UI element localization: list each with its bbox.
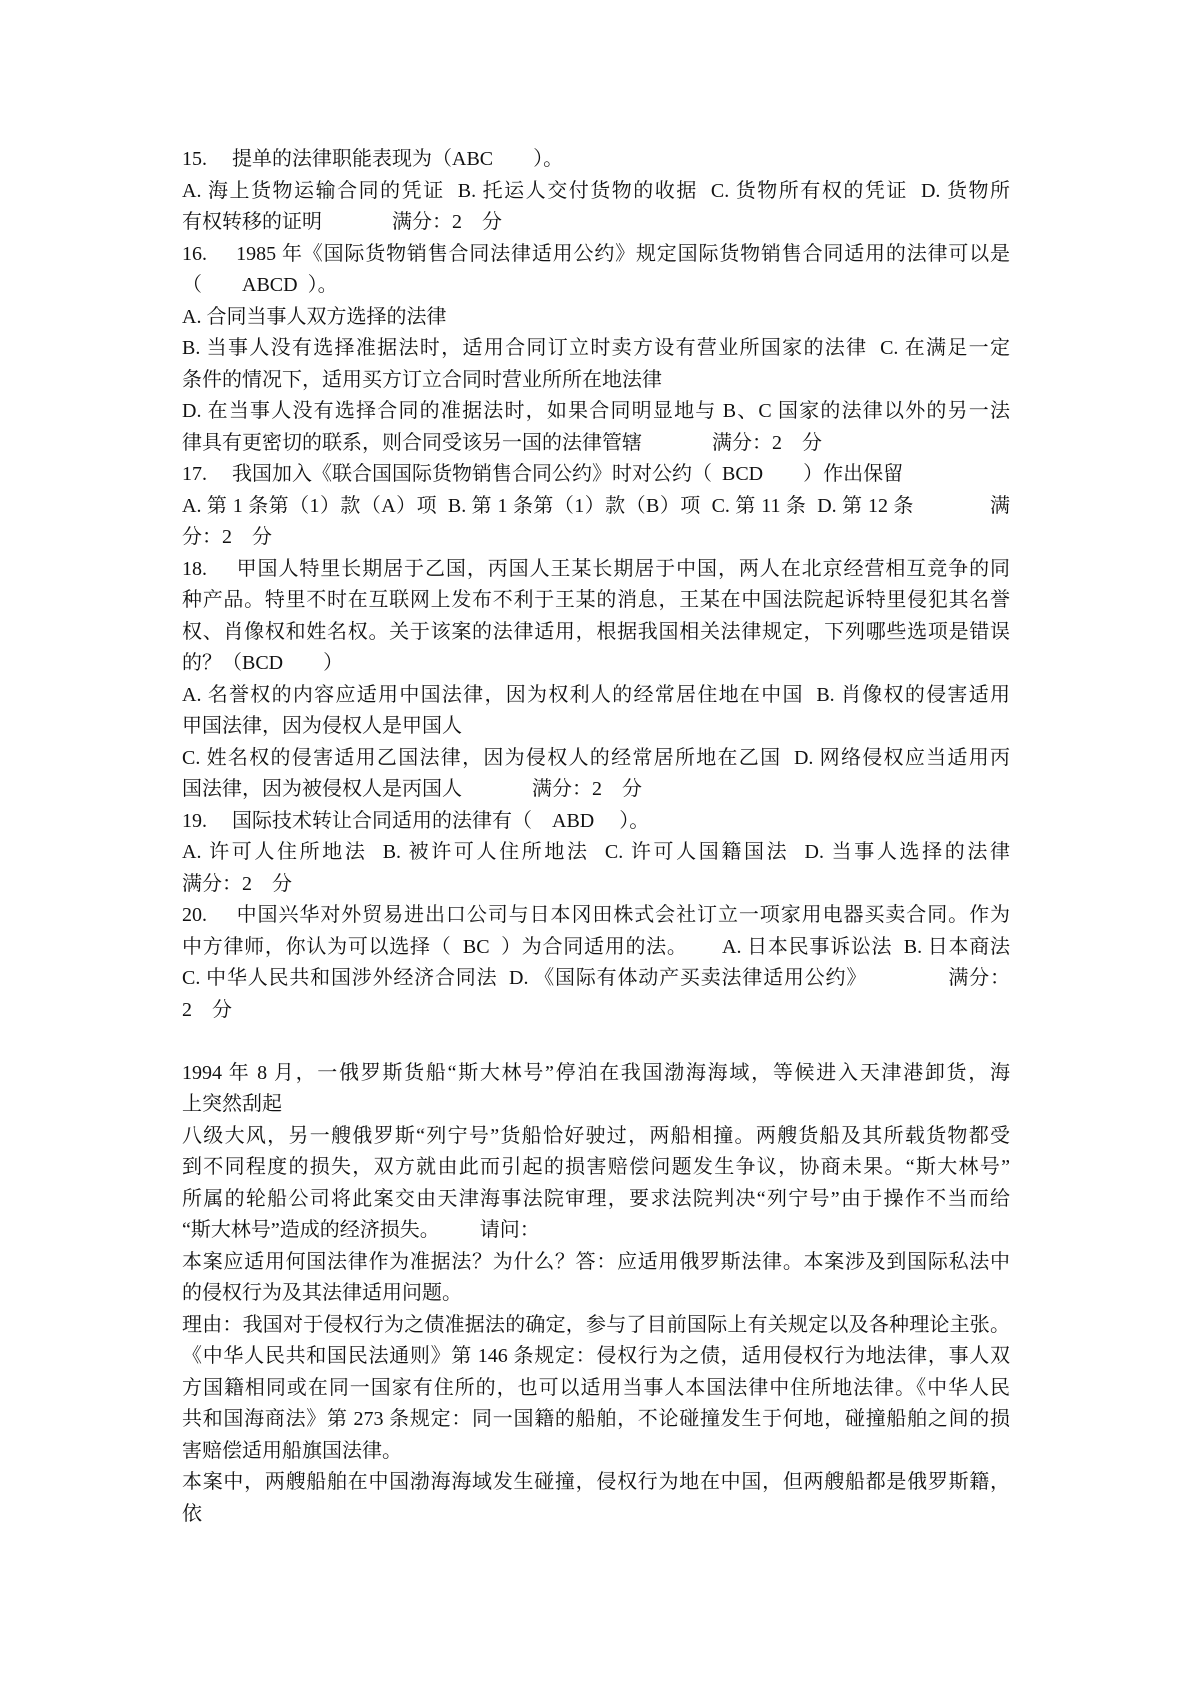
q20-stem-line-2: 中方律师，你认为可以选择（ BC ）为合同适用的法。 A. 日本民事诉讼法 B. 日本商法 — [182, 935, 1010, 958]
case-reasoning-line-5: 害赔偿适用船旗国法律。 — [182, 1439, 402, 1462]
q16-option-b-line-1: B. 当事人没有选择准据法时，适用合同订立时卖方设有营业所国家的法律 C. 在满足一定 — [182, 337, 1010, 359]
q15-options-line-1: A. 海上货物运输合同的凭证 B. 托运人交付货物的收据 C. 货物所有权的凭证 D. 货物所 — [182, 179, 1010, 202]
question-16 — [182, 239, 1010, 460]
case-facts-line-5: 所属的轮船公司将此案交由天津海事法院审理，要求法院判决“列宁号”由于操作不当而给 — [182, 1187, 1010, 1210]
q17-options-line-1: A. 第 1 条第（1）款（A）项 B. 第 1 条第（1）款（B）项 C. 第 11 条 D. 第 12 条 满 — [182, 494, 1010, 517]
case-study — [182, 1058, 1010, 1531]
q20-stem-line-1: 20. 中国兴华对外贸易进出口公司与日本冈田株式会社订立一项家用电器买卖合同。作为 — [182, 904, 1010, 926]
case-facts-line-3: 八级大风，另一艘俄罗斯“列宁号”货船恰好驶过，两船相撞。两艘货船及其所载货物都受 — [182, 1124, 1010, 1147]
q18-stem-line-1: 18. 甲国人特里长期居于乙国，丙国人王某长期居于中国，两人在北京经营相互竞争的同 — [182, 557, 1010, 580]
q15-options-line-2: 有权转移的证明 满分：2 分 — [182, 211, 502, 233]
q19-options-line-2: 满分：2 分 — [182, 872, 292, 895]
question-17 — [182, 459, 1010, 554]
question-19 — [182, 806, 1010, 901]
case-reasoning-line-1: 理由：我国对于侵权行为之债准据法的确定，参与了目前国际上有关规定以及各种理论主张。 — [182, 1313, 1010, 1336]
q18-stem-line-3: 权、肖像权和姓名权。关于该案的法律适用，根据我国相关法律规定，下列哪些选项是错误 — [182, 620, 1010, 643]
q16-option-a: A. 合同当事人双方选择的法律 — [182, 305, 447, 328]
case-reasoning-line-7: 依 — [182, 1502, 202, 1525]
q16-option-d-line-1: D. 在当事人没有选择合同的准据法时，如果合同明显地与 B、C 国家的法律以外的另一法 — [182, 400, 1010, 422]
case-facts-line-1: 1994 年 8 月，一俄罗斯货船“斯大林号”停泊在我国渤海海域，等候进入天津港卸货，海 — [182, 1061, 1010, 1084]
case-reasoning-line-2: 《中华人民共和国民法通则》第 146 条规定：侵权行为之债，适用侵权行为地法律，事人双 — [182, 1345, 1010, 1367]
q16-option-b-line-2: 条件的情况下，适用买方订立合同时营业所所在地法律 — [182, 368, 662, 391]
case-facts-line-2: 上突然刮起 — [182, 1093, 282, 1115]
q20-options-line-2: 2 分 — [182, 998, 232, 1021]
case-reasoning-line-4: 共和国海商法》第 273 条规定：同一国籍的船舶，不论碰撞发生于何地，碰撞船舶之间的损 — [182, 1408, 1010, 1430]
question-20 — [182, 900, 1010, 1026]
case-facts-line-6: “斯大林号”造成的经济损失。 请问： — [182, 1219, 540, 1241]
q18-stem-line-2: 种产品。特里不时在互联网上发布不利于王某的消息，王某在中国法院起诉特里侵犯其名誉 — [182, 589, 1010, 611]
q16-stem-line-2: （ ABCD ）。 — [182, 274, 338, 296]
question-18 — [182, 554, 1010, 806]
q15-stem: 15. 提单的法律职能表现为（ABC ）。 — [182, 148, 564, 170]
q20-options-line-1: C. 中华人民共和国涉外经济合同法 D. 《国际有体动产买卖法律适用公约》 满分： — [182, 967, 1010, 989]
q18-options-ab-line-1: A. 名誉权的内容应适用中国法律，因为权利人的经常居住地在中国 B. 肖像权的侵害适用 — [182, 683, 1010, 706]
q18-options-ab-line-2: 甲国法律，因为侵权人是甲国人 — [182, 715, 462, 737]
case-answer-line-1: 本案应适用何国法律作为准据法？为什么？答：应适用俄罗斯法律。本案涉及到国际私法中 — [182, 1250, 1010, 1273]
q17-stem: 17. 我国加入《联合国国际货物销售合同公约》时对公约（ BCD ）作出保留 — [182, 463, 904, 485]
q19-stem: 19. 国际技术转让合同适用的法律有（ ABD ）。 — [182, 809, 650, 832]
section-spacer — [182, 1026, 1010, 1058]
q18-options-cd-line-2: 国法律，因为被侵权人是丙国人 满分：2 分 — [182, 778, 642, 800]
q17-options-line-2: 分：2 分 — [182, 526, 272, 548]
q18-stem-line-4: 的？（BCD ） — [182, 652, 344, 674]
case-reasoning-line-3: 方国籍相同或在同一国家有住所的，也可以适用当事人本国法律中住所地法律。《中华人民 — [182, 1376, 1010, 1399]
q19-options-line-1: A. 许可人住所地法 B. 被许可人住所地法 C. 许可人国籍国法 D. 当事人选择的法律 — [182, 841, 1010, 863]
question-15 — [182, 144, 1010, 239]
case-facts-line-4: 到不同程度的损失，双方就由此而引起的损害赔偿问题发生争议，协商未果。“斯大林号” — [182, 1156, 1010, 1178]
document-body — [182, 144, 1010, 1530]
case-reasoning-line-6: 本案中，两艘船舶在中国渤海海域发生碰撞，侵权行为地在中国，但两艘船都是俄罗斯籍， — [182, 1471, 1010, 1493]
q16-stem-line-1: 16. 1985 年《国际货物销售合同法律适用公约》规定国际货物销售合同适用的法律可以是 — [182, 242, 1010, 265]
q18-options-cd-line-1: C. 姓名权的侵害适用乙国法律，因为侵权人的经常居所地在乙国 D. 网络侵权应当适用丙 — [182, 746, 1010, 769]
case-answer-line-2: 的侵权行为及其法律适用问题。 — [182, 1282, 462, 1304]
q16-option-d-line-2: 律具有更密切的联系，则合同受该另一国的法律管辖 满分：2 分 — [182, 431, 822, 454]
